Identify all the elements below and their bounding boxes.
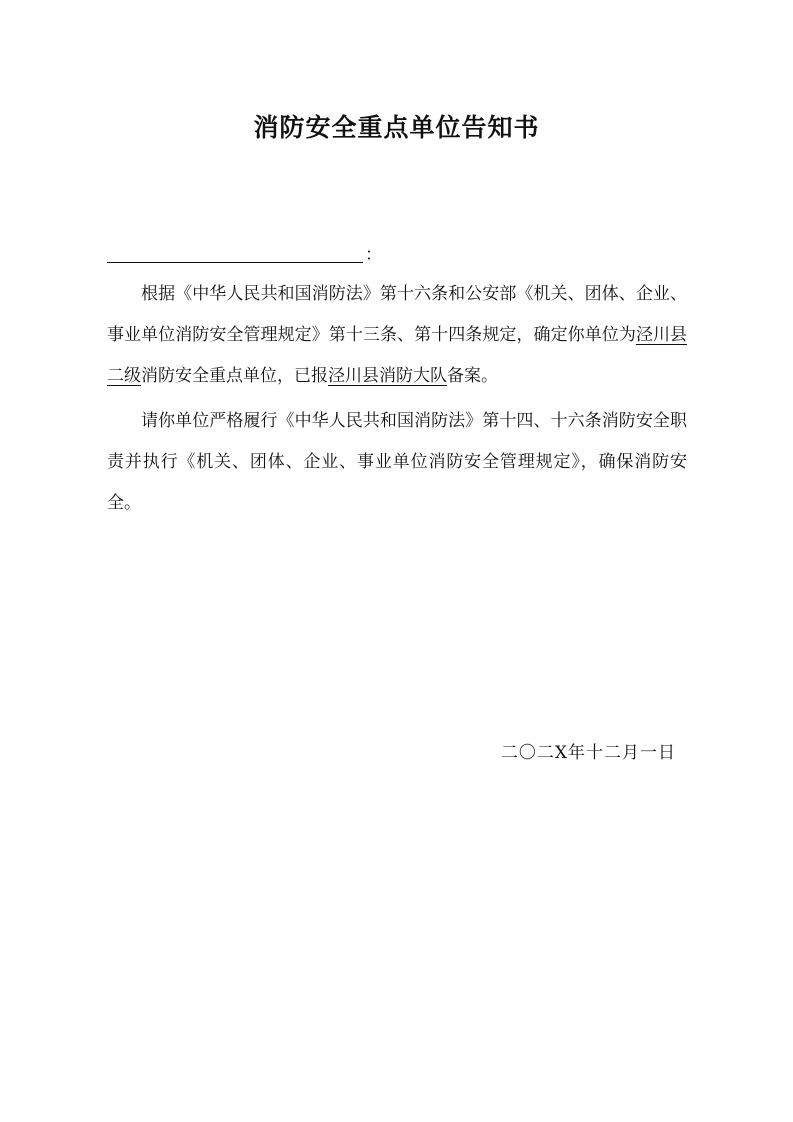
paragraph-notice-part1: 根据《中华人民共和国消防法》第十六条和公安部《机关、团体、企业、事业单位消防安全管理规定》第十三条、第十四条规定，确定你单位为 — [107, 284, 687, 345]
filing-unit-field: 泾川县消防大队 — [328, 366, 447, 386]
document-date: 二〇二X年十二月一日 — [500, 743, 676, 763]
paragraph-notice-part3: 备案。 — [447, 366, 498, 386]
paragraph-notice-part2: 消防安全重点单位，已报 — [141, 366, 328, 386]
document-title: 消防安全重点单位告知书 — [253, 113, 540, 142]
addressee-fill-line — [107, 262, 363, 263]
paragraph-obligations: 请你单位严格履行《中华人民共和国消防法》第十四、十六条消防安全职责并执行《机关、团体、企业、事业单位消防安全管理规定》，确保消防安全。 — [107, 411, 687, 513]
addressee-colon: ： — [365, 245, 382, 265]
paragraph-notice — [107, 274, 687, 397]
unit-level-field: 泾川县二级 — [107, 325, 688, 386]
addressee-blank — [107, 240, 387, 264]
